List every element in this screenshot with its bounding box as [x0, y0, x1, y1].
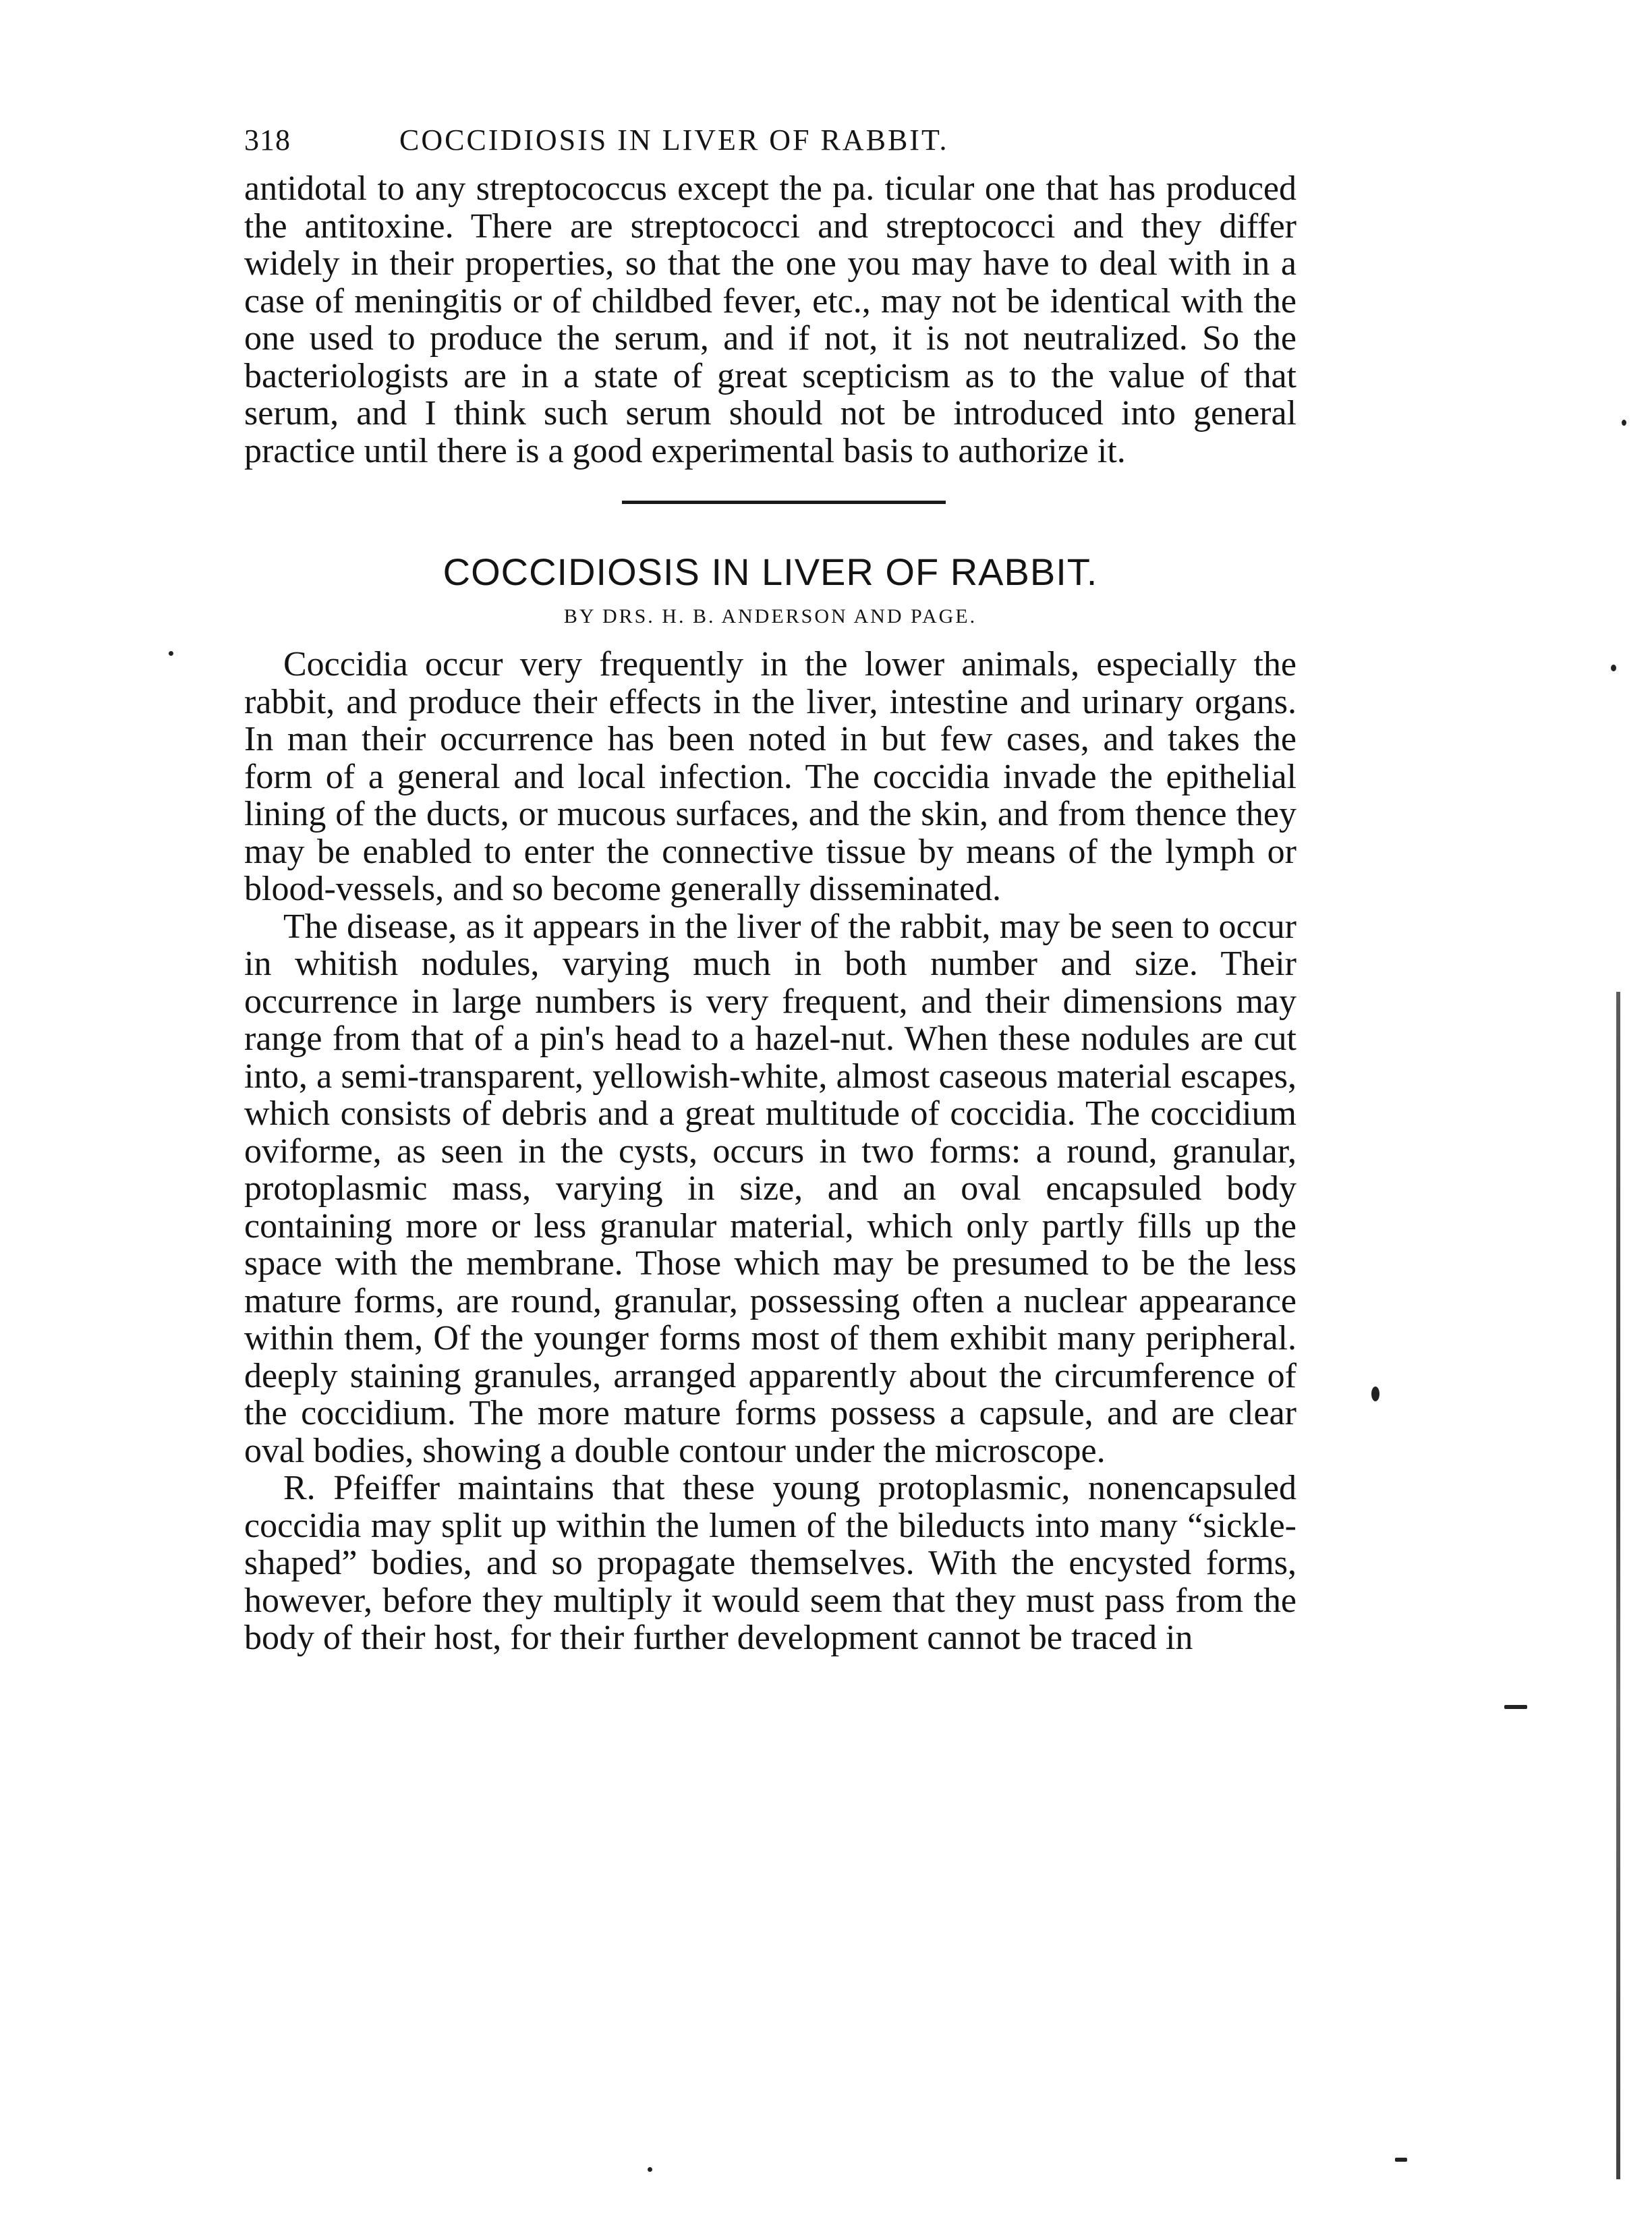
- body-paragraph: Coccidia occur very frequently in the lower animals, especially the rabbit, and produce their effects in the liver, intestine and urinary organs. In man their occurrence has been noted in but few cases, and takes the form of a general and local infection. The coccidia invade the epithelial lining of the ducts, or mucous surfaces, and the skin, and from thence they may be enabled to enter the connective tissue by means of the lymph or blood-vessels, and so become generally disseminated.: [244, 645, 1297, 908]
- running-title: COCCIDIOSIS IN LIVER OF RABBIT.: [399, 123, 949, 157]
- scan-speck: [1611, 665, 1616, 671]
- scan-speck: [169, 651, 173, 656]
- continued-paragraph: antidotal to any streptococcus except the pa. ticular one that has produced the antitoxine. There are streptococci and streptococci and they differ widely in their properties, so that the one you may have to deal with in a case of meningitis or of childbed fever, etc., may not be identical with the one used to produce the serum, and if not, it is not neutralized. So the bacteriologists are in a state of great scepticism as to the value of that serum, and I think such serum should not be introduced into general practice until there is a good experimental basis to authorize it.: [244, 169, 1297, 470]
- body-paragraph: R. Pfeiffer maintains that these young protoplasmic, nonencapsuled coccidia may split up within the lumen of the bileducts into many “sickle-shaped” bodies, and so propagate themselves. With the encysted forms, however, before they multiply it would seem that they must pass from the body of their host, for their further development cannot be traced in: [244, 1469, 1297, 1657]
- scan-speck: [1395, 2158, 1407, 2162]
- scan-speck: [1622, 420, 1626, 426]
- body-paragraph: The disease, as it appears in the liver of the rabbit, may be seen to occur in whitish nodules, varying much in both number and size. Their occurrence in large numbers is very frequent, and their dimensions may range from that of a pin's head to a hazel-nut. When these nodules are cut into, a semi-transparent, yellowish-white, almost caseous material escapes, which consists of debris and a great multitude of coccidia. The coccidium oviforme, as seen in the cysts, occurs in two forms: a round, granular, protoplasmic mass, varying in size, and an oval encapsuled body containing more or less granular material, which only partly fills up the space with the membrane. Those which may be presumed to be the less mature forms, are round, granular, possessing often a nuclear appearance within them, Of the younger forms most of them exhibit many peripheral. deeply staining granules, arranged apparently about the circumference of the coccidium. The more mature forms possess a capsule, and are clear oval bodies, showing a double contour under the microscope.: [244, 907, 1297, 1470]
- scan-speck: [648, 2167, 652, 2172]
- scan-speck: [1504, 1705, 1527, 1709]
- running-head: [244, 123, 1297, 170]
- article-title: COCCIDIOSIS IN LIVER OF RABBIT.: [443, 551, 1098, 593]
- article-byline: BY DRS. H. B. ANDERSON AND PAGE.: [563, 605, 977, 627]
- page-number: 318: [244, 123, 291, 157]
- scan-speck: [1371, 1386, 1379, 1401]
- section-divider: [622, 501, 946, 504]
- page-edge-shadow: [1616, 992, 1620, 2179]
- text-column: [244, 123, 1297, 1657]
